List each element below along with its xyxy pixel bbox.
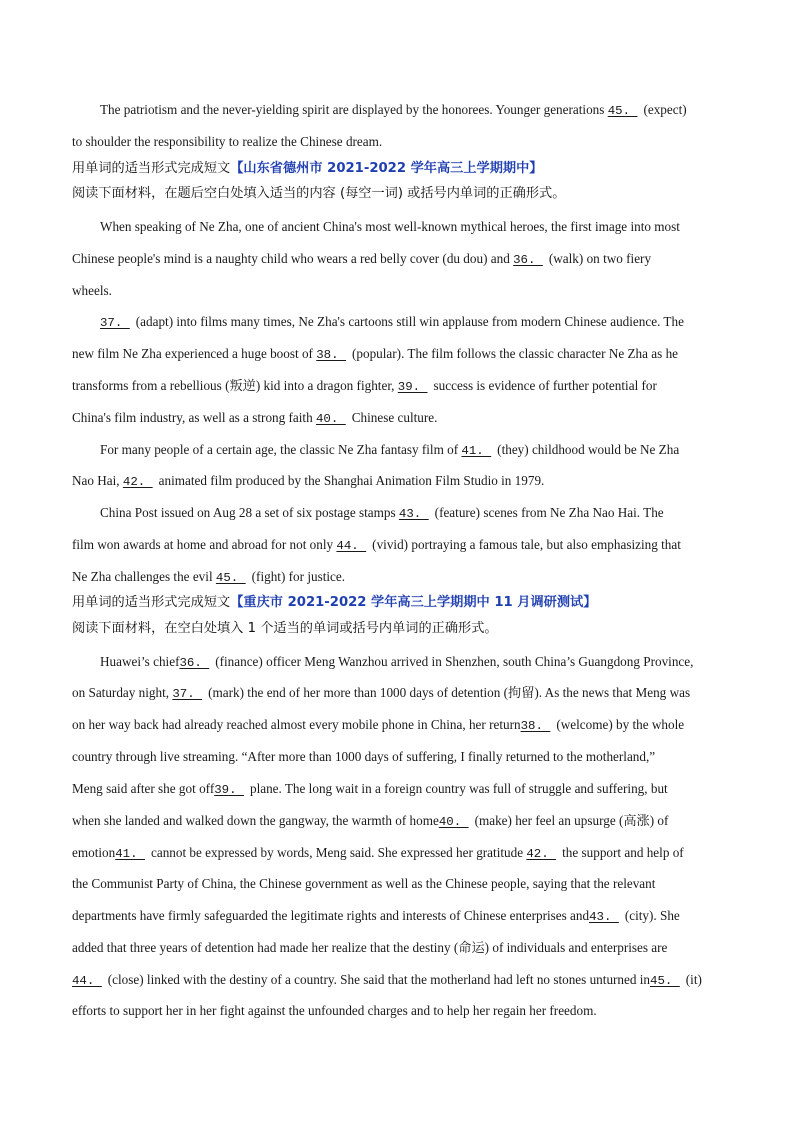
text-segment: (welcome) by the whole [556, 717, 685, 732]
answer-blank[interactable]: 36. [179, 656, 210, 670]
text-segment: (walk) on two fiery [548, 251, 652, 266]
section-heading [72, 160, 543, 178]
answer-blank[interactable]: 40. [316, 412, 346, 426]
text-segment: The patriotism and the never-yielding spirit are displayed by the honorees. Younger generations [100, 102, 608, 117]
answer-blank[interactable]: 39. [397, 380, 428, 394]
text-segment: to shoulder the responsibility to realize the Chinese dream. [72, 134, 383, 149]
text-line [100, 504, 664, 523]
answer-blank[interactable]: 39. [214, 783, 244, 797]
text-segment: on her way back had already reached almost every mobile phone in China, her return [72, 717, 521, 732]
text-segment: China's film industry, as well as a strong faith [72, 410, 316, 425]
text-segment: For many people of a certain age, the classic Ne Zha fantasy film of [100, 442, 462, 457]
text-line [72, 568, 345, 587]
heading-text: 用单词的适当形式完成短文 [72, 595, 231, 610]
text-segment: added that three years of detention had made her realize that the destiny (命运) of individuals and enterprises are [72, 940, 668, 955]
answer-blank[interactable]: 44. [72, 974, 102, 988]
text-segment: transforms from a rebellious (叛逆) kid into a dragon fighter, [72, 378, 398, 393]
text-segment: emotion [72, 845, 116, 860]
heading-text: 阅读下面材料，在题后空白处填入适当的内容 (每空一词) 或括号内单词的正确形式。 [72, 186, 566, 201]
text-segment: (make) her feel an upsurge (高涨) of [474, 813, 669, 828]
text-segment: (finance) officer Meng Wanzhou arrived in Shenzhen, south China’s Guangdong Province, [215, 654, 694, 669]
text-line [72, 377, 657, 396]
text-line [100, 218, 680, 236]
text-line [72, 133, 382, 151]
answer-blank[interactable]: 45. [215, 571, 246, 585]
text-line [72, 780, 668, 799]
text-segment: (they) childhood would be Ne Zha [497, 442, 680, 457]
answer-blank[interactable]: 38. [316, 348, 346, 362]
text-segment: When speaking of Ne Zha, one of ancient China's most well-known mythical heroes, the first image into most [100, 219, 680, 234]
text-line [100, 313, 684, 332]
text-line [72, 250, 651, 269]
source-label: 【山东省德州市 2021-2022 学年高三上学期期中】 [230, 161, 543, 176]
text-segment: (fight) for justice. [251, 569, 346, 584]
text-segment: country through live streaming. “After more than 1000 days of suffering, I finally returned to the motherland,” [72, 749, 656, 764]
text-segment: plane. The long wait in a foreign country was full of struggle and suffering, but [249, 781, 668, 796]
text-segment: on Saturday night, [72, 685, 173, 700]
text-segment: Chinese culture. [351, 410, 438, 425]
text-segment: (popular). The film follows the classic character Ne Zha as he [352, 346, 679, 361]
text-segment: (close) linked with the destiny of a country. She said that the motherland had left no stones unturned in [107, 972, 651, 987]
text-segment: (city). She [624, 908, 680, 923]
text-segment: Ne Zha challenges the evil [72, 569, 216, 584]
text-line [72, 282, 112, 300]
text-segment: new film Ne Zha experienced a huge boost of [72, 346, 317, 361]
text-line [100, 101, 687, 120]
text-line [72, 684, 690, 703]
text-segment: Meng said after she got off [72, 781, 215, 796]
text-line [72, 472, 544, 491]
heading-text: 阅读下面材料，在空白处填入 1 个适当的单词或括号内单词的正确形式。 [72, 621, 498, 636]
text-line [72, 536, 681, 555]
text-line [72, 716, 684, 735]
text-segment: cannot be expressed by words, Meng said. She expressed her gratitude [150, 845, 527, 860]
text-line [72, 907, 680, 926]
text-line [72, 748, 655, 766]
text-segment: (vivid) portraying a famous tale, but also emphasizing that [372, 537, 681, 552]
text-segment: film won awards at home and abroad for not only [72, 537, 337, 552]
text-line [72, 875, 655, 893]
text-line [72, 971, 702, 990]
heading-text: 用单词的适当形式完成短文 [72, 161, 231, 176]
text-segment: wheels. [72, 283, 112, 298]
text-line [100, 441, 679, 460]
text-segment: success is evidence of further potential for [433, 378, 657, 393]
text-segment: (expect) [643, 102, 687, 117]
text-line [72, 409, 437, 428]
text-segment: Huawei’s chief [100, 654, 180, 669]
text-segment: (feature) scenes from Ne Zha Nao Hai. The [434, 505, 664, 520]
answer-blank[interactable]: 41. [461, 444, 492, 458]
text-segment: the support and help of [562, 845, 684, 860]
answer-blank[interactable]: 45. [650, 974, 680, 988]
section-instruction [72, 185, 565, 203]
answer-blank[interactable]: 40. [438, 815, 469, 829]
text-segment: when she landed and walked down the gangway, the warmth of home [72, 813, 439, 828]
text-segment: the Communist Party of China, the Chinese government as well as the Chinese people, saying that the relevant [72, 876, 656, 891]
text-segment: efforts to support her in her fight against the unfounded charges and to help her regain her freedom. [72, 1003, 597, 1018]
text-line [100, 653, 693, 672]
text-segment: (mark) the end of her more than 1000 days of detention (拘留). As the news that Meng was [208, 685, 691, 700]
source-label: 【重庆市 2021-2022 学年高三上学期期中 11 月调研测试】 [230, 595, 597, 610]
text-line [72, 345, 678, 364]
answer-blank[interactable]: 43. [589, 910, 619, 924]
section-heading [72, 594, 596, 612]
answer-blank[interactable]: 38. [520, 719, 551, 733]
text-segment: Chinese people's mind is a naughty child who wears a red belly cover (du dou) and [72, 251, 514, 266]
section-instruction [72, 620, 498, 638]
answer-blank[interactable]: 42. [526, 847, 557, 861]
text-segment: (it) [685, 972, 702, 987]
text-line [72, 1002, 597, 1020]
text-segment: China Post issued on Aug 28 a set of six postage stamps [100, 505, 399, 520]
text-line [72, 939, 667, 957]
answer-blank[interactable]: 36. [513, 253, 543, 267]
text-segment: Nao Hai, [72, 473, 123, 488]
text-line [72, 844, 684, 863]
answer-blank[interactable]: 37. [172, 687, 203, 701]
answer-blank[interactable]: 42. [122, 475, 153, 489]
text-segment: departments have firmly safeguarded the legitimate rights and interests of Chinese enterprises and [72, 908, 590, 923]
answer-blank[interactable]: 41. [115, 847, 145, 861]
answer-blank[interactable]: 44. [336, 539, 367, 553]
answer-blank[interactable]: 43. [398, 507, 429, 521]
text-line [72, 812, 668, 831]
answer-blank[interactable]: 37. [100, 316, 130, 330]
text-segment: (adapt) into films many times, Ne Zha's cartoons still win applause from modern Chinese audience. The [135, 314, 684, 329]
text-segment: animated film produced by the Shanghai Animation Film Studio in 1979. [158, 473, 545, 488]
answer-blank[interactable]: 45. [607, 104, 638, 118]
